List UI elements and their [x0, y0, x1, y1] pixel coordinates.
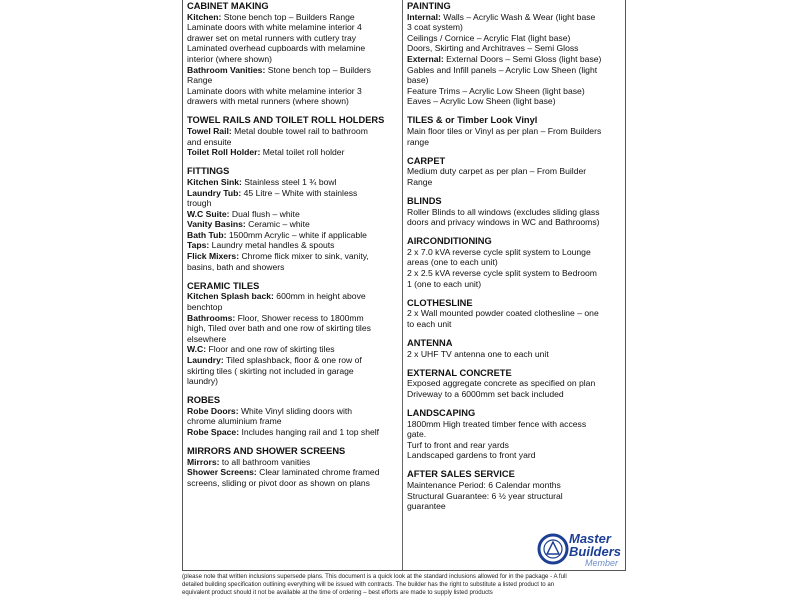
- section-heading: BLINDS: [407, 196, 442, 206]
- spec-section: [187, 166, 402, 272]
- spec-line: [187, 126, 402, 137]
- spec-line: [187, 96, 402, 107]
- item-text: 1800mm High treated timber fence with access: [407, 418, 587, 429]
- item-text: Laminated overhead cupboards with melamine: [187, 43, 366, 54]
- logo-word-builders: Builders: [569, 544, 622, 559]
- spec-line: [407, 419, 623, 430]
- spec-line: [407, 207, 623, 218]
- item-text: 2 x UHF TV antenna one to each unit: [407, 348, 549, 359]
- item-text: Eaves – Acrylic Low Sheen (light base): [407, 96, 556, 107]
- spec-line: [187, 344, 402, 355]
- item-text: Turf to front and rear yards: [407, 439, 509, 450]
- item-text: Maintenance Period: 6 Calendar months: [407, 480, 561, 491]
- spec-line: [407, 257, 623, 268]
- spec-line: [187, 291, 402, 302]
- item-text: 3 coat system): [407, 22, 463, 33]
- spec-line: [407, 86, 623, 97]
- spec-line: [407, 491, 623, 502]
- spec-line: [187, 262, 402, 273]
- section-heading: CERAMIC TILES: [187, 280, 260, 291]
- item-text: drawers with metal runners (where shown): [187, 96, 349, 107]
- spec-line: [187, 416, 402, 427]
- spec-line: [407, 308, 623, 319]
- item-text: Clear laminated chrome framed: [256, 467, 380, 478]
- spec-line: [407, 65, 623, 76]
- item-text: Chrome flick mixer to sink, vanity,: [239, 251, 369, 262]
- section-heading: FITTINGS: [187, 166, 230, 177]
- spec-section: [407, 156, 623, 188]
- spec-line: [187, 43, 402, 54]
- item-text: base): [407, 75, 429, 86]
- spec-line: [407, 75, 623, 86]
- spec-line: [407, 33, 623, 44]
- item-text: and ensuite: [187, 136, 232, 147]
- spec-line: [187, 137, 402, 148]
- item-text: screens, sliding or pivot door as shown on plans: [187, 477, 370, 488]
- item-text: Metal double towel rail to bathroom: [231, 126, 368, 137]
- item-label: Robe Doors:: [187, 405, 239, 416]
- spec-line: [187, 334, 402, 345]
- item-label: Bath Tub:: [187, 229, 227, 240]
- spec-line: [187, 188, 402, 199]
- item-text: Laminate doors with white melamine interior 3: [187, 85, 362, 96]
- master-builders-emblem-icon: [537, 527, 623, 571]
- item-text: Dual flush – white: [229, 208, 300, 219]
- spec-line: [187, 33, 402, 44]
- spec-line: [187, 65, 402, 76]
- item-label: Kitchen Splash back:: [187, 291, 274, 302]
- item-text: 1 (one to each unit): [407, 278, 482, 289]
- item-text: Exposed aggregate concrete as specified on plan: [407, 378, 596, 389]
- item-text: Doors, Skirting and Architraves – Semi Gloss: [407, 43, 579, 54]
- spec-line: [407, 450, 623, 461]
- item-text: areas (one to each unit): [407, 257, 498, 268]
- inclusions-sheet: [182, 0, 626, 571]
- spec-line: [187, 355, 402, 366]
- spec-line: [407, 247, 623, 258]
- item-text: Range: [187, 75, 213, 86]
- spec-line: [187, 457, 402, 468]
- spec-line: [187, 75, 402, 86]
- item-text: 45 Litre – White with stainless: [241, 187, 358, 198]
- spec-line: [187, 323, 402, 334]
- spec-line: [187, 376, 402, 387]
- spec-line: [407, 137, 623, 148]
- spec-section: [407, 469, 623, 511]
- section-heading: TOWEL RAILS AND TOILET ROLL HOLDERS: [187, 115, 385, 126]
- spec-line: [187, 366, 402, 377]
- item-text: guarantee: [407, 501, 446, 512]
- item-text: Laundry metal handles & spouts: [209, 240, 335, 251]
- spec-line: [187, 54, 402, 65]
- item-label: Flick Mixers:: [187, 251, 240, 262]
- item-label: Kitchen Sink:: [187, 176, 242, 187]
- spec-section: [407, 236, 623, 289]
- spec-section: [187, 115, 402, 157]
- section-heading: ROBES: [187, 395, 221, 406]
- item-label: W.C Suite:: [187, 208, 230, 219]
- spec-line: [187, 251, 402, 262]
- section-heading: MIRRORS AND SHOWER SCREENS: [187, 446, 346, 457]
- item-text: Stone bench top – Builders: [265, 64, 371, 75]
- item-text: 2 x Wall mounted powder coated clothesline – one: [407, 308, 599, 319]
- item-label: Vanity Basins:: [187, 219, 246, 230]
- spec-line: [187, 240, 402, 251]
- spec-section: [407, 196, 623, 228]
- spec-section: [407, 338, 623, 359]
- right-column: [403, 0, 625, 570]
- item-text: high, Tiled over bath and one row of skirting tiles: [187, 323, 371, 334]
- item-text: Stainless steel 1 ¾ bowl: [241, 176, 337, 187]
- footer-line: (please note that written inclusions supersede plans. This document is a quick look at the standard inclusions allowed for in the package - A full: [182, 573, 567, 580]
- item-text: Feature Trims – Acrylic Low Sheen (light base): [407, 85, 585, 96]
- item-text: benchtop: [187, 301, 223, 312]
- spec-line: [187, 177, 402, 188]
- item-text: Range: [407, 176, 433, 187]
- item-text: gate.: [407, 429, 427, 440]
- spec-line: [407, 480, 623, 491]
- item-text: Ceramic – white: [245, 219, 310, 230]
- spec-line: [407, 319, 623, 330]
- item-text: Metal toilet roll holder: [260, 147, 345, 158]
- spec-line: [407, 43, 623, 54]
- section-heading: AIRCONDITIONING: [407, 236, 492, 247]
- spec-line: [187, 427, 402, 438]
- spec-section: [407, 1, 623, 107]
- item-text: Structural Guarantee: 6 ½ year structural: [407, 490, 563, 501]
- item-label: Bathroom Vanities:: [187, 64, 266, 75]
- item-text: Landscaped gardens to front yard: [407, 450, 536, 461]
- spec-line: [407, 378, 623, 389]
- spec-line: [187, 86, 402, 97]
- item-label: Laundry:: [187, 354, 224, 365]
- left-column: [183, 0, 403, 570]
- footer-line: detailed building specification outlining everything will be issued with contracts. The builder has the right to substitute a listed product to an: [182, 580, 555, 588]
- item-text: chrome aluminium frame: [187, 416, 282, 427]
- spec-line: [187, 313, 402, 324]
- item-text: Driveway to a 6000mm set back included: [407, 388, 564, 399]
- spec-section: [407, 115, 623, 147]
- spec-line: [407, 166, 623, 177]
- spec-line: [407, 440, 623, 451]
- item-text: skirting tiles ( skirting not included in garage: [187, 365, 354, 376]
- spec-line: [187, 467, 402, 478]
- item-text: range: [407, 136, 429, 147]
- spec-line: [187, 219, 402, 230]
- item-label: Taps:: [187, 240, 210, 251]
- item-text: Medium duty carpet as per plan – From Builder: [407, 166, 587, 177]
- item-text: doors and privacy windows in WC and Bathrooms): [407, 217, 600, 228]
- section-heading: ANTENNA: [407, 338, 453, 349]
- spec-line: [407, 349, 623, 360]
- item-text: Laminate doors with white melamine interior 4: [187, 22, 362, 33]
- spec-line: [407, 12, 623, 23]
- logo-word-master: Master: [569, 531, 611, 546]
- item-label: Robe Space:: [187, 426, 240, 437]
- item-text: interior (where shown): [187, 53, 273, 64]
- master-builders-logo: [537, 527, 623, 571]
- section-heading: PAINTING: [407, 1, 451, 11]
- spec-section: [187, 446, 402, 488]
- footer-disclaimer: [182, 573, 626, 597]
- item-label: Internal:: [407, 11, 441, 22]
- item-label: Mirrors:: [187, 456, 220, 467]
- item-label: Toilet Roll Holder:: [187, 147, 261, 158]
- item-text: elsewhere: [187, 333, 227, 344]
- item-text: Roller Blinds to all windows (excludes sliding glass: [407, 206, 600, 217]
- spec-line: [187, 22, 402, 33]
- spec-line: [187, 147, 402, 158]
- item-label: Bathrooms:: [187, 312, 236, 323]
- item-text: to each unit: [407, 318, 452, 329]
- spec-section: [187, 395, 402, 437]
- item-text: Tiled splashback, floor & one row of: [223, 354, 362, 365]
- spec-line: [407, 126, 623, 137]
- section-heading: CARPET: [407, 155, 446, 166]
- spec-line: [187, 198, 402, 209]
- item-text: Gables and Infill panels – Acrylic Low Sheen (light: [407, 64, 598, 75]
- item-text: 2 x 7.0 kVA reverse cycle split system to Lounge: [407, 246, 591, 257]
- spec-section: [187, 1, 402, 107]
- item-text: Main floor tiles or Vinyl as per plan – From Builders: [407, 126, 602, 137]
- item-text: 600mm in height above: [273, 291, 366, 302]
- item-label: W.C:: [187, 344, 207, 355]
- item-text: trough: [187, 198, 212, 209]
- item-text: Stone bench top – Builders Range: [221, 11, 355, 22]
- spec-line: [407, 54, 623, 65]
- item-text: basins, bath and showers: [187, 261, 285, 272]
- spec-line: [407, 22, 623, 33]
- spec-line: [187, 302, 402, 313]
- item-text: White Vinyl sliding doors with: [238, 405, 353, 416]
- item-label: Laundry Tub:: [187, 187, 242, 198]
- item-text: 2 x 2.5 kVA reverse cycle split system to Bedroom: [407, 268, 597, 279]
- section-heading: LANDSCAPING: [407, 408, 476, 418]
- spec-line: [407, 389, 623, 400]
- spec-line: [407, 279, 623, 290]
- item-text: 1500mm Acrylic – white if applicable: [226, 229, 367, 240]
- spec-section: [407, 368, 623, 400]
- spec-line: [407, 177, 623, 188]
- item-label: Kitchen:: [187, 11, 222, 22]
- item-text: laundry): [187, 376, 219, 387]
- spec-line: [187, 209, 402, 220]
- spec-section: [407, 298, 623, 330]
- item-label: Towel Rail:: [187, 126, 232, 137]
- item-text: Includes hanging rail and 1 top shelf: [239, 426, 380, 437]
- logo-word-member: Member: [585, 558, 619, 568]
- spec-line: [187, 478, 402, 489]
- spec-section: [407, 408, 623, 461]
- item-text: Floor and one row of skirting tiles: [206, 344, 335, 355]
- item-text: to all bathroom vanities: [219, 456, 311, 467]
- spec-line: [187, 12, 402, 23]
- spec-line: [407, 96, 623, 107]
- spec-line: [187, 230, 402, 241]
- item-label: External:: [407, 53, 444, 64]
- spec-line: [407, 429, 623, 440]
- section-heading: CLOTHESLINE: [407, 297, 473, 308]
- section-heading: TILES & or Timber Look Vinyl: [407, 115, 538, 126]
- item-text: External Doors – Semi Gloss (light base): [443, 53, 602, 64]
- item-text: Ceilings / Cornice – Acrylic Flat (light base): [407, 32, 571, 43]
- item-text: Walls – Acrylic Wash & Wear (light base: [440, 11, 596, 22]
- footer-line: equivalent product should it not be available at the time of ordering – best efforts are made to supply listed products: [182, 588, 493, 596]
- section-heading: CABINET MAKING: [187, 1, 269, 11]
- spec-line: [187, 406, 402, 417]
- section-heading: EXTERNAL CONCRETE: [407, 367, 512, 378]
- spec-section: [187, 281, 402, 387]
- item-label: Shower Screens:: [187, 467, 257, 478]
- spec-line: [407, 501, 623, 512]
- spec-line: [407, 268, 623, 279]
- item-text: drawer set on metal runners with cutlery tray: [187, 32, 357, 43]
- spec-line: [407, 217, 623, 228]
- item-text: Floor, Shower recess to 1800mm: [235, 312, 364, 323]
- section-heading: AFTER SALES SERVICE: [407, 469, 515, 480]
